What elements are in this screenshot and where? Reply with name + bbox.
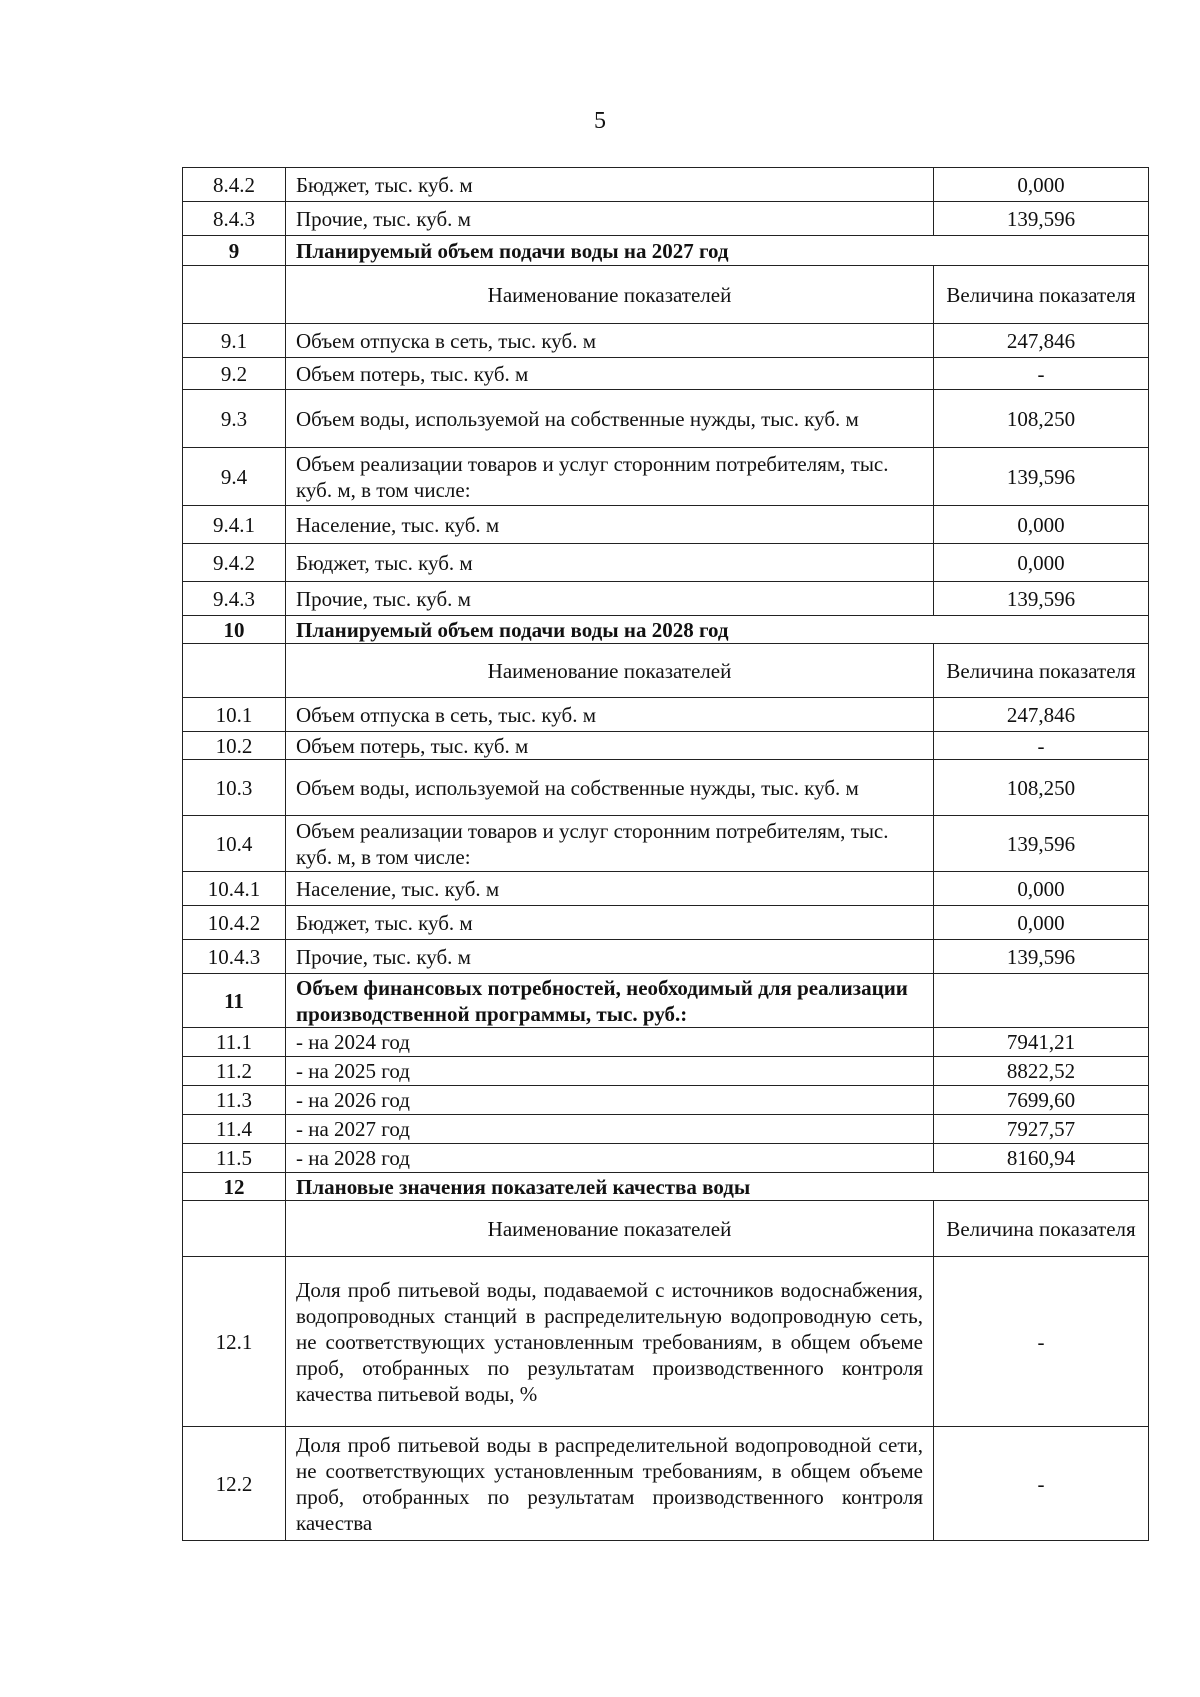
row-value: 139,596 [934,582,1149,616]
row-number: 10.3 [183,760,286,816]
row-number: 10.4 [183,816,286,872]
row-value: - [934,732,1149,760]
column-header-row [183,266,1149,324]
row-value: 139,596 [934,448,1149,506]
table-row [183,816,1149,872]
row-label: Объем реализации товаров и услуг сторонним потребителям, тыс. куб. м, в том числе: [286,448,934,506]
row-number: 9.4 [183,448,286,506]
row-value: 247,846 [934,698,1149,732]
section-header-10 [183,616,1149,644]
table-row [183,1057,1149,1086]
row-value: - [934,1427,1149,1541]
table-row [183,544,1149,582]
section-title: Планируемый объем подачи воды на 2028 год [286,616,1149,644]
column-header-name: Наименование показателей [286,266,934,324]
row-label: - на 2028 год [286,1144,934,1173]
table-row [183,390,1149,448]
row-label: Бюджет, тыс. куб. м [286,544,934,582]
table-row [183,506,1149,544]
row-number: 12.1 [183,1257,286,1427]
row-label: Население, тыс. куб. м [286,506,934,544]
row-label: Бюджет, тыс. куб. м [286,168,934,202]
table-row [183,1427,1149,1541]
section-number: 10 [183,616,286,644]
row-label: - на 2026 год [286,1086,934,1115]
table-row [183,940,1149,974]
row-label: Объем отпуска в сеть, тыс. куб. м [286,698,934,732]
row-value: 139,596 [934,816,1149,872]
table-row [183,1144,1149,1173]
row-number: 10.4.3 [183,940,286,974]
table-row [183,698,1149,732]
row-value: 247,846 [934,324,1149,358]
row-number: 11.2 [183,1057,286,1086]
row-number: 8.4.2 [183,168,286,202]
table-row [183,324,1149,358]
column-header-value: Величина показателя [934,266,1149,324]
row-label: Объем потерь, тыс. куб. м [286,732,934,760]
row-value: 108,250 [934,760,1149,816]
column-header-name: Наименование показателей [286,644,934,698]
row-label: Объем воды, используемой на собственные нужды, тыс. куб. м [286,390,934,448]
row-label: Доля проб питьевой воды, подаваемой с источников водоснабжения, водопроводных станций в распределительную водопроводную сеть, не соответствующих установленным требованиям, в общем объеме проб, отобранных по результатам производственного контроля качества питьевой воды, % [286,1257,934,1427]
row-label: - на 2025 год [286,1057,934,1086]
row-number: 10.4.2 [183,906,286,940]
page-number: 5 [594,108,606,134]
indicators-table [182,167,1149,1541]
row-value: 0,000 [934,872,1149,906]
section-title: Планируемый объем подачи воды на 2027 год [286,236,1149,266]
section-title: Объем финансовых потребностей, необходимый для реализации производственной программы, тыс. руб.: [286,974,934,1028]
row-value: 7941,21 [934,1028,1149,1057]
row-value: 0,000 [934,168,1149,202]
table-row [183,358,1149,390]
row-number: 9.2 [183,358,286,390]
row-value: 0,000 [934,544,1149,582]
section-title: Плановые значения показателей качества воды [286,1173,1149,1201]
row-number: 10.1 [183,698,286,732]
row-number: 9.4.2 [183,544,286,582]
row-value: 0,000 [934,506,1149,544]
row-number: 9.4.1 [183,506,286,544]
row-label: Прочие, тыс. куб. м [286,202,934,236]
row-label: - на 2027 год [286,1115,934,1144]
section-header-9 [183,236,1149,266]
row-number: 10.4.1 [183,872,286,906]
table-row [183,732,1149,760]
column-header-row [183,644,1149,698]
row-number: 9.1 [183,324,286,358]
row-number: 9.3 [183,390,286,448]
row-label: Прочие, тыс. куб. м [286,940,934,974]
table-row [183,582,1149,616]
row-value: 7927,57 [934,1115,1149,1144]
row-label: Объем реализации товаров и услуг сторонним потребителям, тыс. куб. м, в том числе: [286,816,934,872]
column-header-row [183,1201,1149,1257]
column-header-name: Наименование показателей [286,1201,934,1257]
table-row [183,872,1149,906]
section-header-11 [183,974,1149,1028]
table-row [183,448,1149,506]
row-label: Прочие, тыс. куб. м [286,582,934,616]
column-header-value: Величина показателя [934,1201,1149,1257]
section-number: 12 [183,1173,286,1201]
row-value: 139,596 [934,202,1149,236]
section-number: 9 [183,236,286,266]
row-value: 108,250 [934,390,1149,448]
row-value: - [934,358,1149,390]
row-value: 139,596 [934,940,1149,974]
row-label: Объем воды, используемой на собственные нужды, тыс. куб. м [286,760,934,816]
row-label: Доля проб питьевой воды в распределительной водопроводной сети, не соответствующих установленным требованиям, в общем объеме проб, отобранных по результатам производственного контроля качества [286,1427,934,1541]
row-value: 7699,60 [934,1086,1149,1115]
table-row [183,760,1149,816]
table-row [183,1028,1149,1057]
table-row [183,1086,1149,1115]
row-label: Объем отпуска в сеть, тыс. куб. м [286,324,934,358]
column-header-value: Величина показателя [934,644,1149,698]
table-row [183,1257,1149,1427]
row-number: 12.2 [183,1427,286,1541]
row-value: 8160,94 [934,1144,1149,1173]
table-row [183,168,1149,202]
row-number: 11.5 [183,1144,286,1173]
row-label: Население, тыс. куб. м [286,872,934,906]
row-number: 8.4.3 [183,202,286,236]
row-value: 8822,52 [934,1057,1149,1086]
row-number: 9.4.3 [183,582,286,616]
row-number: 11.4 [183,1115,286,1144]
section-header-12 [183,1173,1149,1201]
row-number: 11.3 [183,1086,286,1115]
table-row [183,906,1149,940]
table-row [183,202,1149,236]
row-number: 11.1 [183,1028,286,1057]
row-label: - на 2024 год [286,1028,934,1057]
table-row [183,1115,1149,1144]
row-label: Бюджет, тыс. куб. м [286,906,934,940]
row-value: - [934,1257,1149,1427]
row-number: 10.2 [183,732,286,760]
row-value: 0,000 [934,906,1149,940]
row-label: Объем потерь, тыс. куб. м [286,358,934,390]
section-number: 11 [183,974,286,1028]
